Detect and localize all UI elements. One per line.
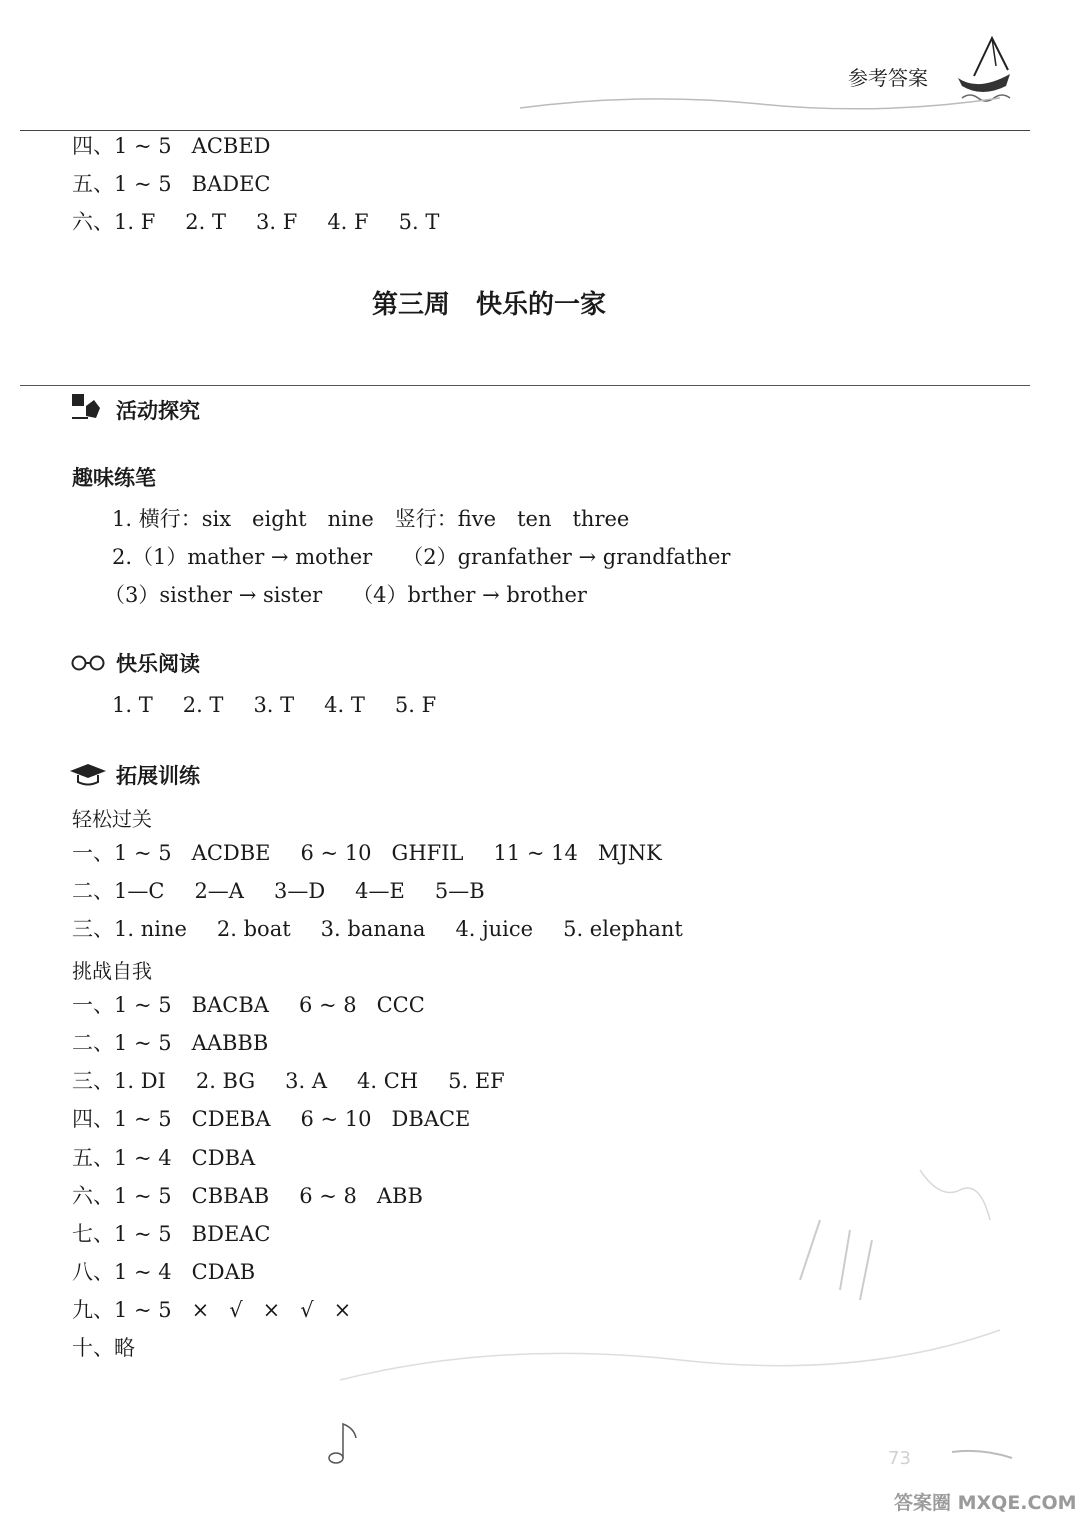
reading-answers: 1. T 2. T 3. T 4. T 5. F — [112, 693, 437, 717]
answer-line: 二、1—C 2—A 3—D 4—E 5—B — [72, 879, 485, 903]
section-rule — [20, 385, 1030, 386]
answer-line: 六、1. F 2. T 3. F 4. F 5. T — [72, 210, 440, 234]
header-title: 参考答案 — [848, 66, 928, 90]
exercise-line: 1. 横行：six eight nine 竖行：five ten three — [112, 507, 630, 531]
activity-heading: 活动探究 — [116, 399, 200, 423]
music-note-icon — [326, 1418, 366, 1468]
easy-pass-title: 轻松过关 — [72, 807, 152, 831]
answer-line: 五、1 ~ 5 BADEC — [72, 172, 271, 196]
answer-line: 十、略 — [72, 1336, 135, 1360]
training-heading: 拓展训练 — [116, 764, 200, 788]
answer-line: 七、1 ~ 5 BDEAC — [72, 1222, 271, 1246]
exercise-line: 2.（1）mather → mother （2）granfather → grandfather — [112, 545, 731, 569]
graduation-cap-icon — [68, 762, 108, 786]
answer-line: 三、1. DI 2. BG 3. A 4. CH 5. EF — [72, 1069, 505, 1093]
top-rule — [20, 130, 1030, 131]
answer-line: 一、1 ~ 5 ACDBE 6 ~ 10 GHFIL 11 ~ 14 MJNK — [72, 841, 662, 865]
activity-icon — [70, 392, 106, 422]
answer-line: 一、1 ~ 5 BACBA 6 ~ 8 CCC — [72, 993, 425, 1017]
answer-line: 六、1 ~ 5 CBBAB 6 ~ 8 ABB — [72, 1184, 423, 1208]
challenge-title: 挑战自我 — [72, 959, 152, 983]
reading-heading: 快乐阅读 — [116, 652, 200, 676]
exercise-line: （3）sisther → sister （4）brther → brother — [104, 583, 587, 607]
fun-writing-heading: 趣味练笔 — [72, 466, 156, 490]
answer-line: 九、1 ~ 5 × √ × √ × — [72, 1298, 352, 1322]
watermark-text: 答案圈 MXQE.COM — [894, 1492, 1077, 1514]
answer-line: 四、1 ~ 5 ACBED — [72, 134, 271, 158]
answer-line: 五、1 ~ 4 CDBA — [72, 1146, 256, 1170]
answer-line: 八、1 ~ 4 CDAB — [72, 1260, 256, 1284]
header-swoosh — [520, 88, 1000, 118]
answer-line: 四、1 ~ 5 CDEBA 6 ~ 10 DBACE — [72, 1107, 471, 1131]
answer-line: 三、1. nine 2. boat 3. banana 4. juice 5. elephant — [72, 917, 683, 941]
answer-line: 二、1 ~ 5 AABBB — [72, 1031, 269, 1055]
week-title: 第三周 快乐的一家 — [372, 290, 607, 320]
glasses-icon — [70, 654, 106, 672]
